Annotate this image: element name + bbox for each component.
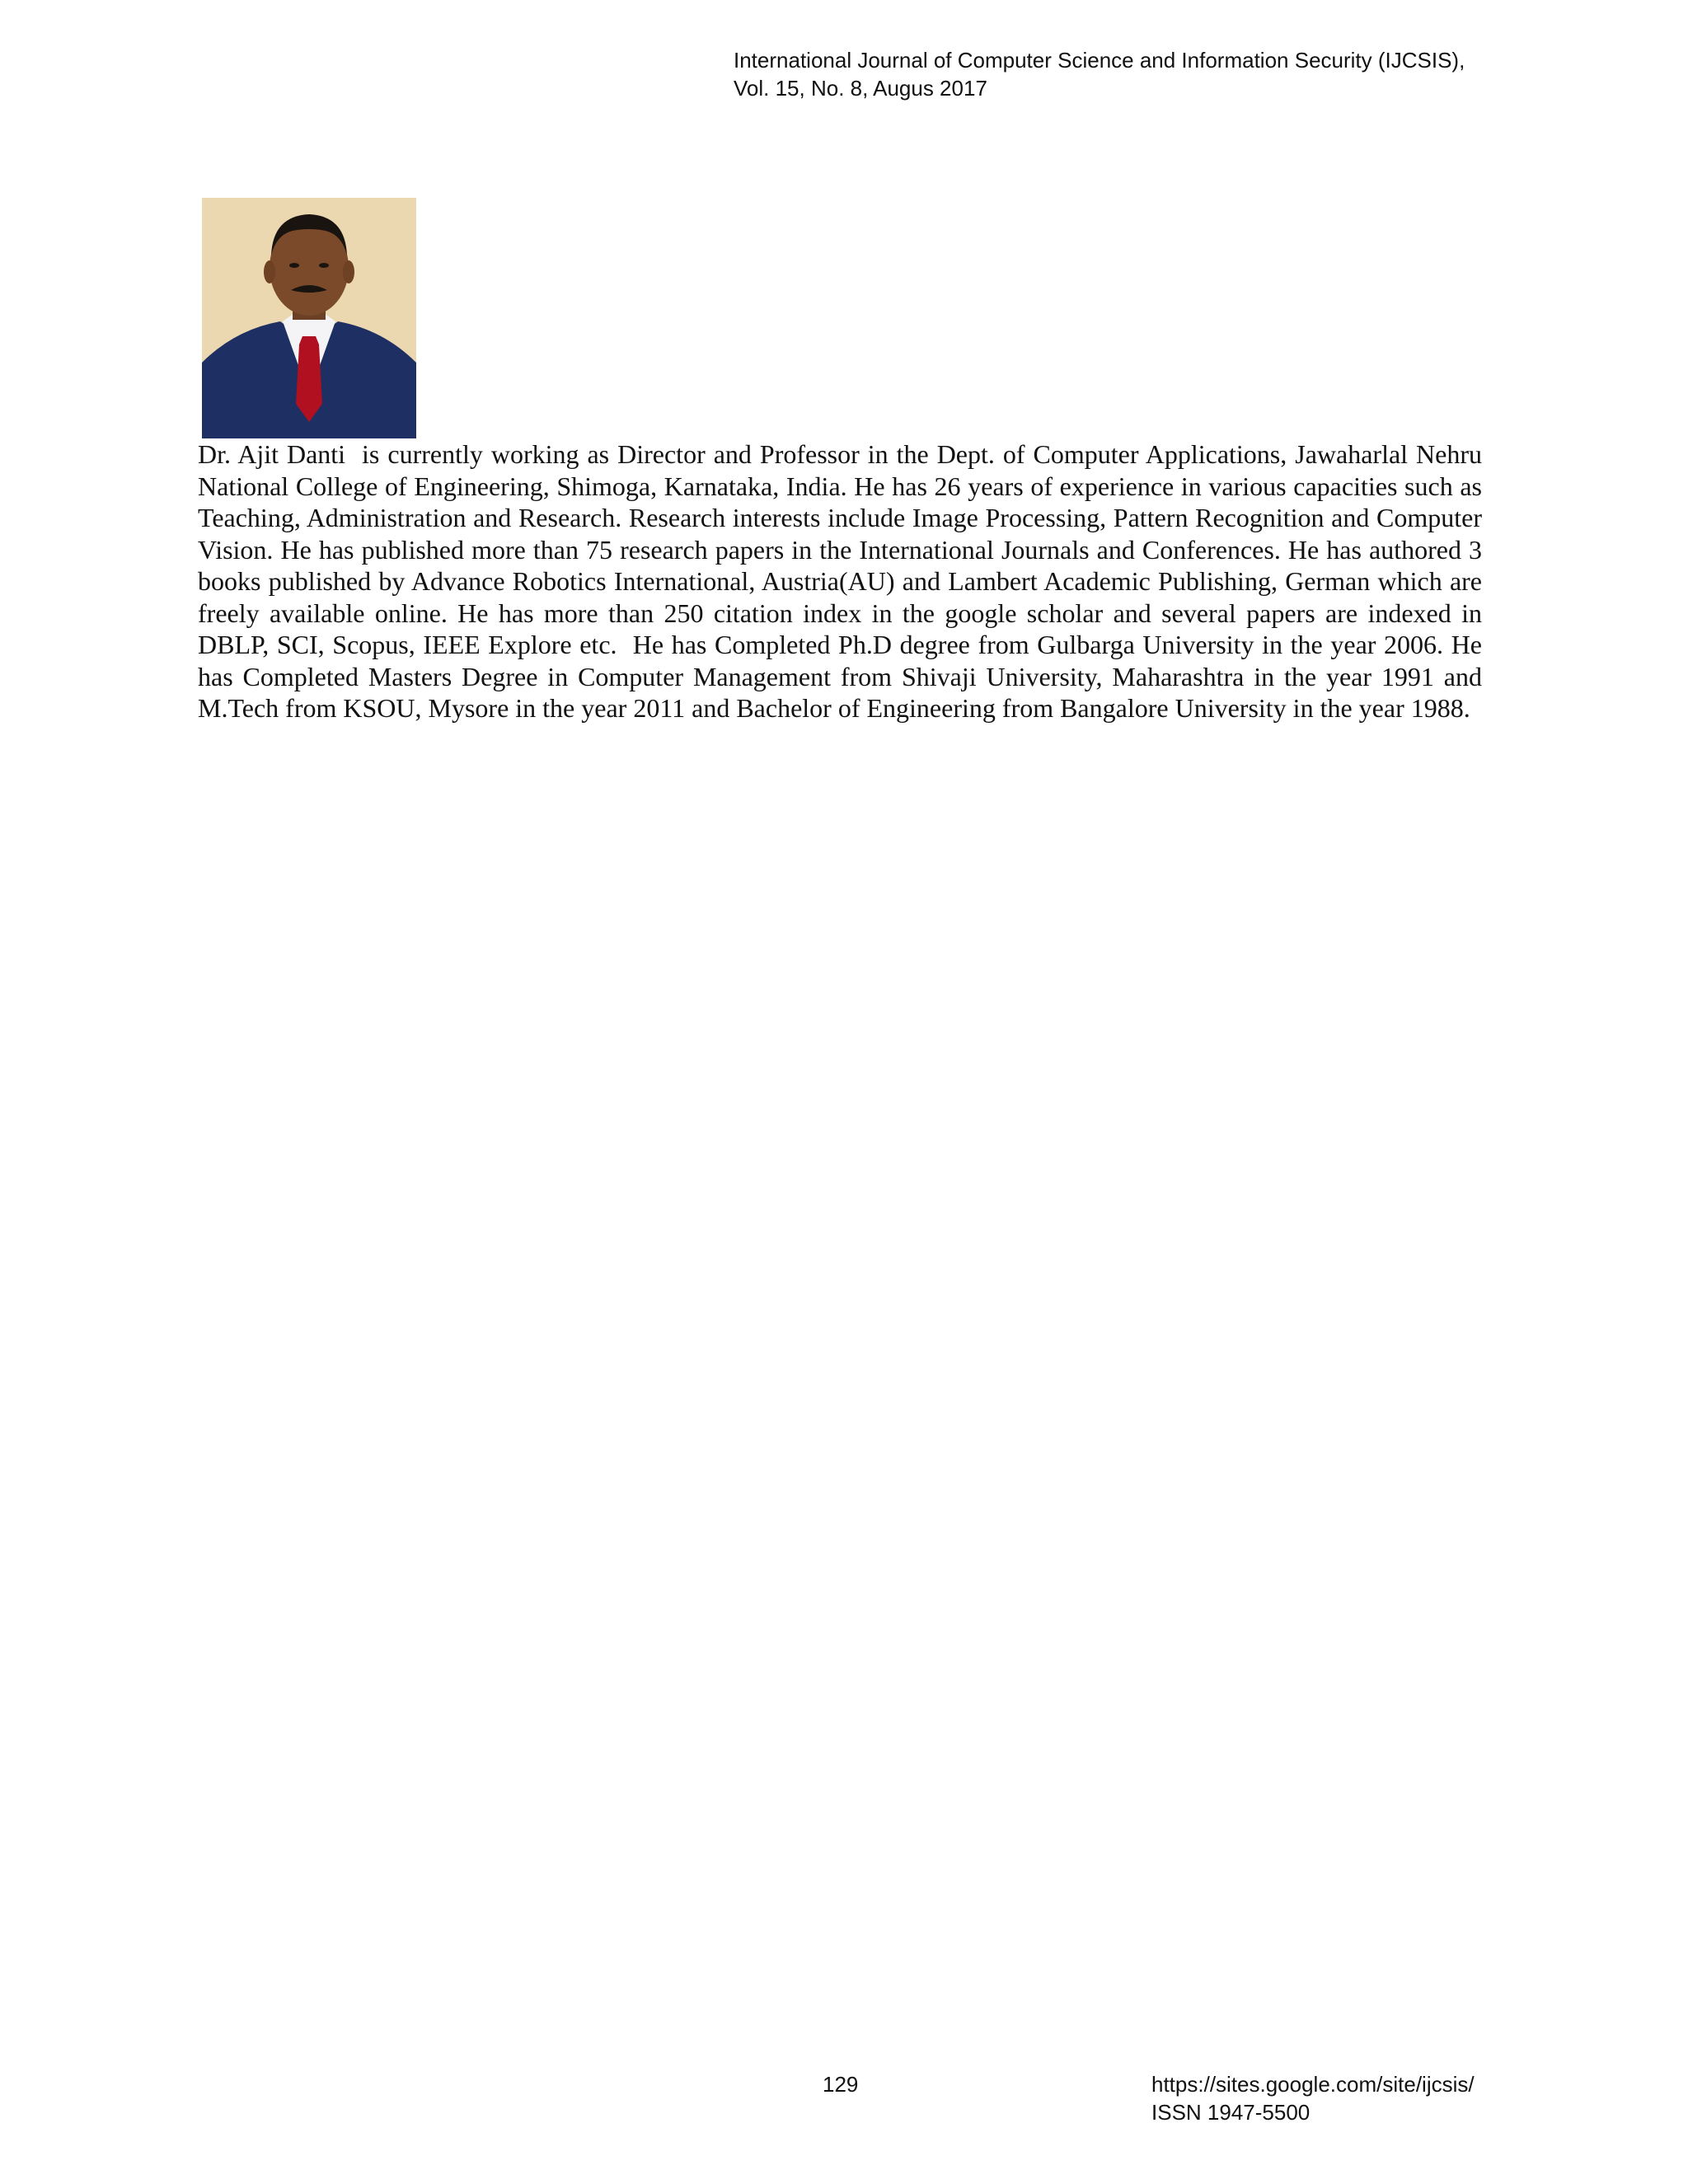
- issn-number: ISSN 1947-5500: [1151, 2100, 1311, 2125]
- journal-title-line: International Journal of Computer Science and Information Security (IJCSIS),: [734, 48, 1465, 73]
- journal-header: [734, 46, 1465, 102]
- footer-info: [1151, 2070, 1475, 2126]
- author-photo: [202, 198, 416, 438]
- author-portrait-icon: [202, 198, 416, 438]
- journal-url: https://sites.google.com/site/ijcsis/: [1151, 2072, 1475, 2097]
- author-biography: Dr. Ajit Danti is currently working as Director and Professor in the Dept. of Computer Applications, Jawaharlal Nehru National College of Engineering, Shimoga, Karnataka, India. He has 26 years of experience in various capacities such as Teaching, Administration and Research. Research interests include Image Processing, Pattern Recognition and Computer Vision. He has published more than 75 research papers in the International Journals and Conferences. He has authored 3 books published by Advance Robotics International, Austria(AU) and Lambert Academic Publishing, German which are freely available online. He has more than 250 citation index in the google scholar and several papers are indexed in DBLP, SCI, Scopus, IEEE Explore etc. He has Completed Ph.D degree from Gulbarga University in the year 2006. He has Completed Masters Degree in Computer Management from Shivaji University, Maharashtra in the year 1991 and M.Tech from KSOU, Mysore in the year 2011 and Bachelor of Engineering from Bangalore University in the year 1988.: [198, 439, 1489, 723]
- page-number: 129: [823, 2072, 859, 2097]
- journal-volume-line: Vol. 15, No. 8, Augus 2017: [734, 76, 987, 101]
